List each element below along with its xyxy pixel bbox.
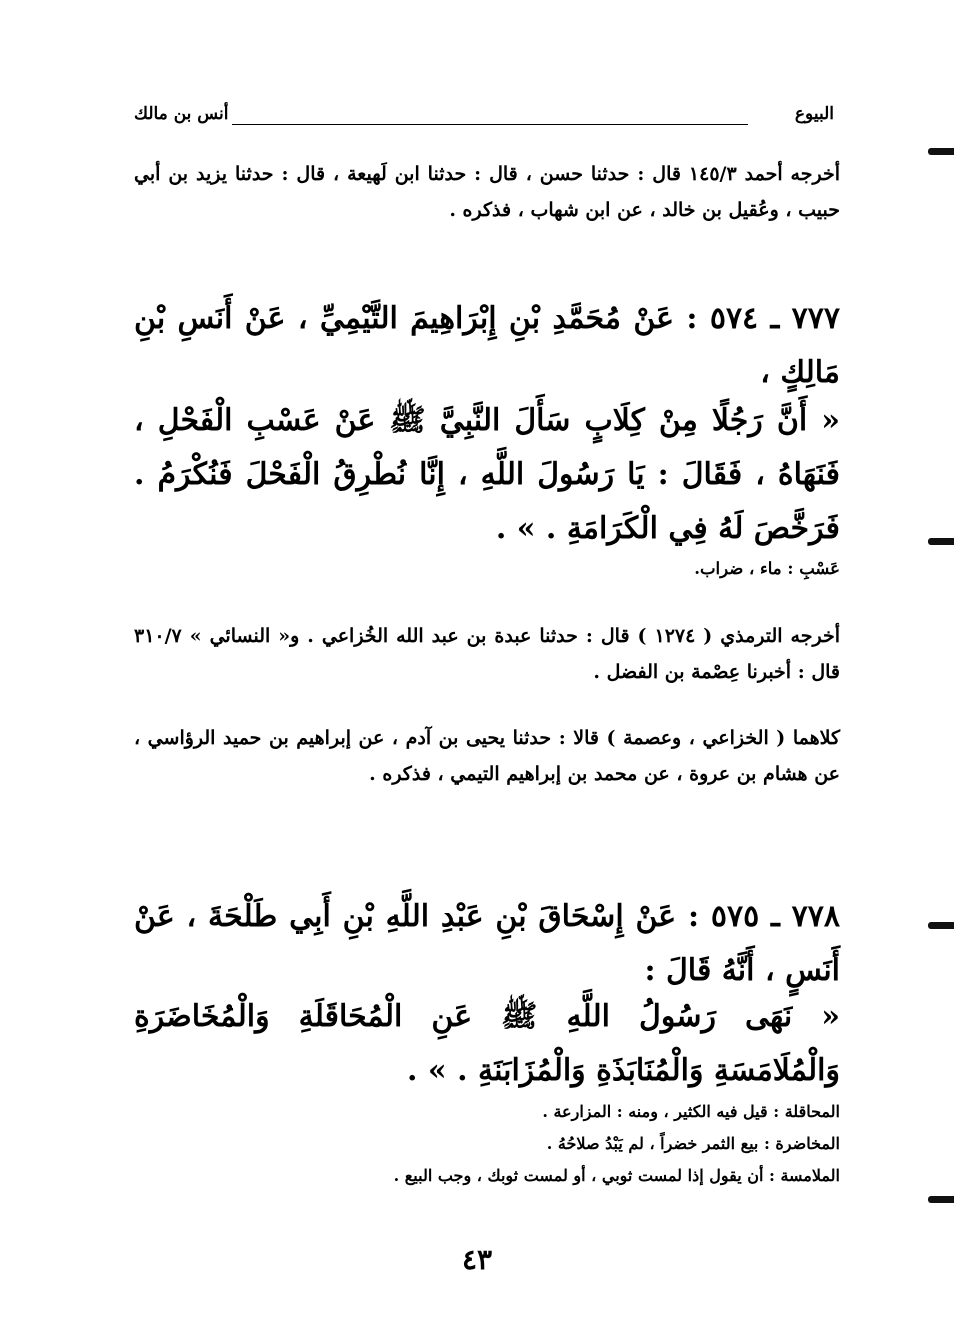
- hadith-isnad: ٧٧٨ ـ ٥٧٥ : عَنْ إِسْحَاقَ بْنِ عَبْدِ اللَّهِ بْنِ أَبِي طَلْحَةَ ، عَنْ أَنَسٍ ، أَنَّهُ قَالَ :: [134, 899, 840, 988]
- glossary-item: المخاضرة : بيع الثمر خضراً ، لم يَبْدُ صلاحُهُ .: [546, 1134, 840, 1153]
- running-header: [134, 104, 834, 134]
- page-number: ٤٣: [461, 1243, 493, 1276]
- glossary-list: [134, 1096, 840, 1192]
- takhrij-paragraph: أخرجه الترمذي ( ١٢٧٤ ) قال : حدثنا عبدة بن عبد الله الخُزاعي . و« النسائي » ٣١٠/٧ قال : أخبرنا عِصْمة بن الفضل .: [134, 625, 840, 683]
- takhrij-paragraph: كلاهما ( الخزاعي ، وعصمة ) قالا : حدثنا يحيى بن آدم ، عن إبراهيم بن حميد الرؤاسي ، عن هشام بن عروة ، عن محمد بن إبراهيم التيمي ، فذكره .: [134, 727, 840, 785]
- header-chapter-title: البيوع: [794, 104, 834, 124]
- header-narrator-name: أنس بن مالك: [134, 104, 229, 124]
- takhrij-paragraph: أخرجه أحمد ١٤٥/٣ قال : حدثنا حسن ، قال : حدثنا ابن لَهيعة ، قال : حدثنا يزيد بن أبي حبيب ، وعُقيل بن خالد ، عن ابن شهاب ، فذكره .: [134, 163, 840, 221]
- gloss-note: عَسْبِ : ماء ، ضراب.: [694, 559, 840, 578]
- scan-edge-mark: [928, 538, 954, 545]
- header-rule: [232, 124, 748, 125]
- scan-edge-mark: [928, 148, 954, 155]
- scan-edge-mark: [928, 1196, 954, 1203]
- glossary-item: المحاقلة : قيل فيه الكثير ، ومنه : المزارعة .: [542, 1102, 840, 1121]
- hadith-isnad: ٧٧٧ ـ ٥٧٤ : عَنْ مُحَمَّدِ بْنِ إِبْرَاهِيمَ التَّيْمِيِّ ، عَنْ أَنَسِ بْنِ مَالِكٍ ،: [134, 301, 840, 390]
- scan-edge-mark: [928, 922, 954, 929]
- glossary-item: الملامسة : أن يقول إذا لمست ثوبي ، أو لمست ثوبك ، وجب البيع .: [393, 1166, 840, 1185]
- hadith-matn: « أَنَّ رَجُلًا مِنْ كِلَابٍ سَأَلَ النَّبِيَّ ﷺ عَنْ عَسْبِ الْفَحْلِ ، فَنَهَاهُ ، فَقَالَ : يَا رَسُولَ اللَّهِ ، إِنَّا نُطْرِقُ الْفَحْلَ فَنُكْرَمُ . فَرَخَّصَ لَهُ فِي الْكَرَامَةِ . » .: [134, 403, 840, 546]
- hadith-matn: « نَهَى رَسُولُ اللَّهِ ﷺ عَنِ الْمُحَاقَلَةِ وَالْمُخَاضَرَةِ وَالْمُلَامَسَةِ وَالْمُنَابَذَةِ وَالْمُزَابَنَةِ . » .: [134, 999, 840, 1088]
